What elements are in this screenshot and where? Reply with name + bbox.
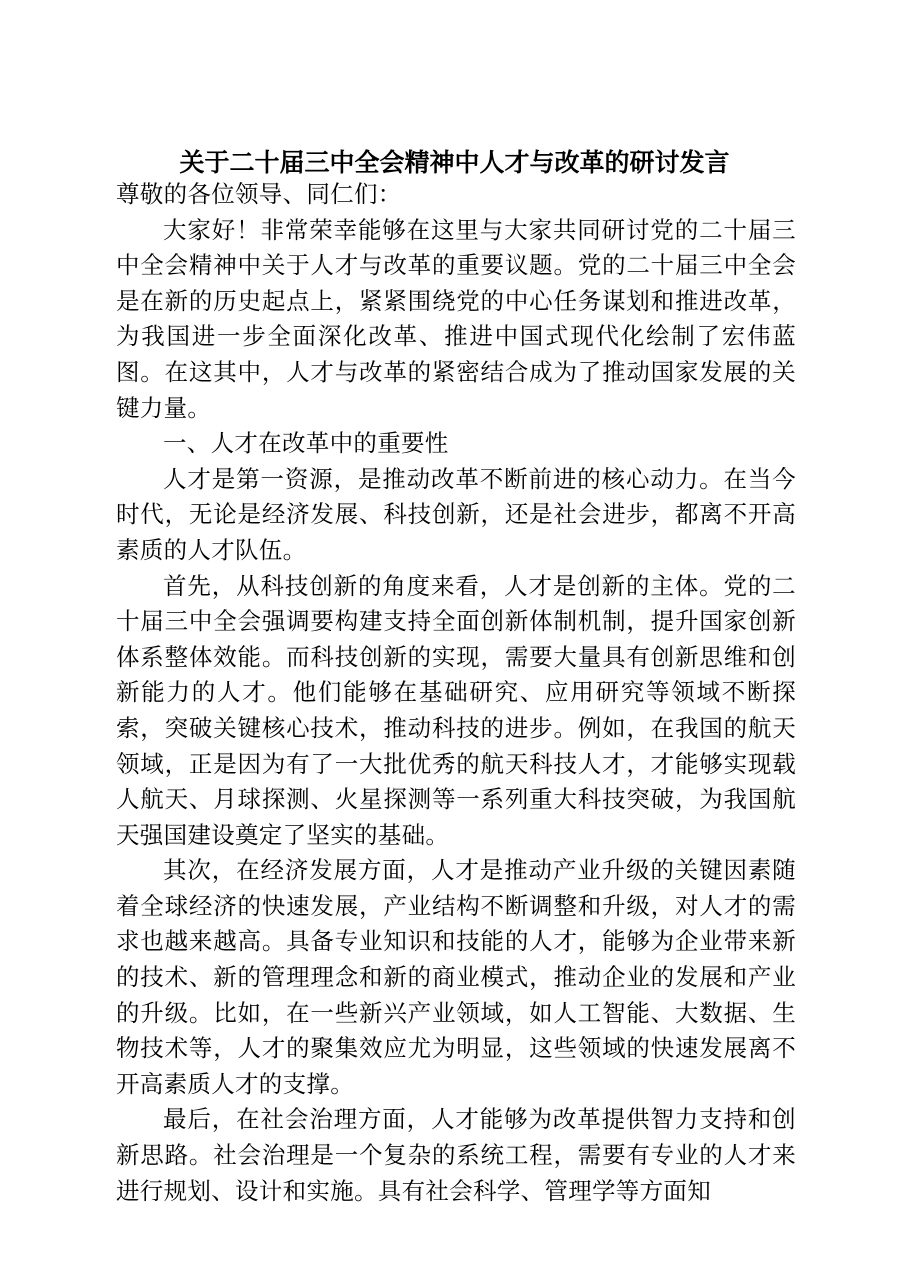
body-paragraph: 其次，在经济发展方面，人才是推动产业升级的关键因素随着全球经济的快速发展，产业结构不断调整和升级，对人才的需求也越来越高。具备专业知识和技能的人才，能够为企业带来新的技术、新的管理理念和新的商业模式，推动企业的发展和产业的升级。比如，在一些新兴产业领域，如人工智能、大数据、生物技术等，人才的聚集效应尤为明显，这些领域的快速发展离不开高素质人才的支撑。	[116, 856, 796, 1098]
body-paragraph: 最后，在社会治理方面，人才能够为改革提供智力支持和创新思路。社会治理是一个复杂的系统工程，需要有专业的人才来进行规划、设计和实施。具有社会科学、管理学等方面知	[116, 1105, 796, 1205]
salutation: 尊敬的各位领导、同仁们：	[116, 180, 402, 208]
document-title: 关于二十届三中全会精神中人才与改革的研讨发言	[179, 148, 730, 177]
body-paragraph: 人才是第一资源，是推动改革不断前进的核心动力。在当今时代，无论是经济发展、科技创新，还是社会进步，都离不开高素质的人才队伍。	[116, 464, 796, 564]
intro-paragraph: 大家好！非常荣幸能够在这里与大家共同研讨党的二十届三中全会精神中关于人才与改革的重要议题。党的二十届三中全会是在新的历史起点上，紧紧围绕党的中心任务谋划和推进改革，为我国进一步全面深化改革、推进中国式现代化绘制了宏伟蓝图。在这其中，人才与改革的紧密结合成为了推动国家发展的关键力量。	[116, 215, 796, 422]
section-heading: 一、人才在改革中的重要性	[163, 429, 449, 458]
document-body	[116, 177, 796, 1209]
body-paragraph: 首先，从科技创新的角度来看，人才是创新的主体。党的二十届三中全会强调要构建支持全面创新体制机制，提升国家创新体系整体效能。而科技创新的实现，需要大量具有创新思维和创新能力的人才。他们能够在基础研究、应用研究等领域不断探索，突破关键核心技术，推动科技的进步。例如，在我国的航天领域，正是因为有了一大批优秀的航天科技人才，才能够实现载人航天、月球探测、火星探测等一系列重大科技突破，为我国航天强国建设奠定了坚实的基础。	[116, 571, 796, 849]
